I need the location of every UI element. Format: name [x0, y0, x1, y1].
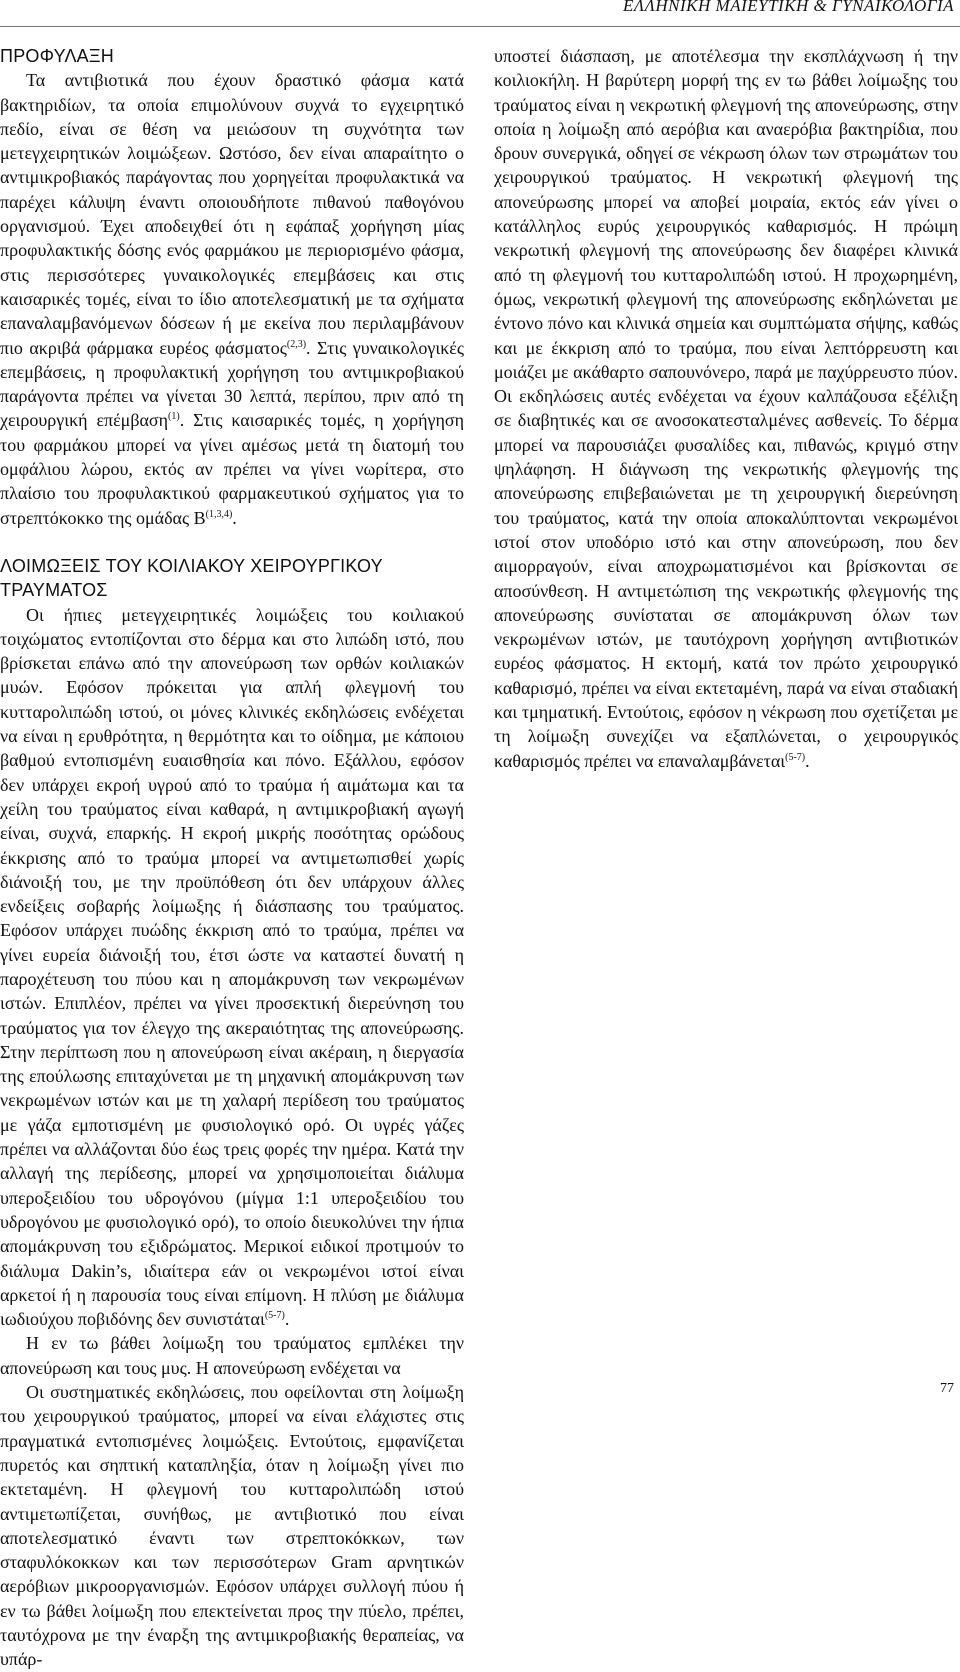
text-span: Η εν τω βάθει λοίμωξη του τραύματος εμπλέκει την απονεύρωση και τους μυς. Η απονεύρωση ενδέχεται να	[0, 1333, 464, 1378]
citation: (1)	[168, 411, 180, 423]
page-number: 77	[940, 1381, 954, 1396]
header-divider	[0, 26, 960, 27]
paragraph-systemic: Οι συστηματικές εκδηλώσεις, που οφείλονται στη λοίμωξη του χειρουργικού τραύματος, μπορεί να είναι ελάχιστες στις πραγματικά εντοπισμένες λοιμώξεις. Εντούτοις, εμφανίζεται πυρετός και σηπτική καταπληξία, όταν η λοίμωξη γίνει πιο εκτεταμένη. Η φλεγμονή του κυτταρολιπώδη ιστού αντιμετωπίζεται, συνήθως, με αντιβιοτικό που είναι αποτελεσματικό έναντι των στρεπτοκόκκων, των σταφυλόκοκκων και των περισσότερων Gram αρνητικών αερόβιων μικροοργανισμών. Εφόσον υπάρχει συλλογή πύου ή εν τω βάθει λοίμωξη που επεκτείνεται προς την πύελο, πρέπει, ταυτόχρονα με την έναρξη της αντιμικροβιακής θεραπείας, να υπάρ-	[0, 1382, 464, 1670]
text-span: υποστεί διάσπαση, με αποτέλεσμα την εκσπλάχνωση ή την κοιλιοκήλη. Η βαρύτερη μορφή της εν τω βάθει λοίμωξης του τραύματος είναι η νεκρωτική φλεγμονή της απονεύρωσης, στην οποία η λοίμωξη από αερόβια και αναερόβια βακτηρίδια, που δρουν συνεργικά, οδηγεί σε νέκρωση όλων των στρωμάτων του χειρουργικού τραύματος. Η νεκρωτική φλεγμονή της απονεύρωσης μπορεί να αποβεί μοιραία, εκτός εάν γίνει ο κατάλληλος ευρύς χειρουργικός καθαρισμός. Η πρώιμη νεκρωτική φλεγμονή της απονεύρωσης δεν διαφέρει κλινικά από τη φλεγμονή του κυτταρολιπώδη ιστού. Η προχωρημένη, όμως, νεκρωτική φλεγμονή της απονεύρωσης εκδηλώνεται με έντονο πόνο και κλινικά σημεία και συμπτώματα σήψης, καθώς και με έκκριση από το τραύμα, που είναι λεπτόρρευστη και μοιάζει με ακάθαρτο σαπουνόνερο, παρά με παχύρρευστο πύον. Οι εκδηλώσεις αυτές ενδέχεται να έχουν καλπάζουσα εξέλιξη σε διαβητικές και σε ανοσοκατεσταλμένες ασθενείς. Το δέρμα μπορεί να παρουσιάζει φυσαλίδες και, πιθανώς, κριγμό στην ψηλάφηση. Η διάγνωση της νεκρωτικής φλεγμονής της απονεύρωσης επιβεβαιώνεται με τη χειρουργική διερεύνηση του τραύματος, κατά την οποία αποκαλύπτονται νεκρωμένοι ιστοί στον υποδόριο ιστό και στην απονεύρωση, που δεν αιμορραγούν, είναι αποχρωματισμένοι και βρίσκονται σε αποσύνθεση. Η αντιμετώπιση της νεκρωτικής φλεγμονής της απονεύρωσης συνίσταται σε απομάκρυνση όλων των νεκρωμένων ιστών, με ταυτόχρονη χορήγηση αντιβιοτικών ευρέος φάσματος. Η εκτομή, κατά τον πρώτο χειρουργικό καθαρισμό, πρέπει να είναι εκτεταμένη, παρά να είναι σταδιακή και τμηματική. Εντούτοις, εφόσον η νέκρωση που σχετίζεται με τη λοίμωξη συνεχίζει να εξαπλώνεται, ο χειρουργικός καθαρισμός πρέπει να επαναλαμβάνεται	[494, 46, 958, 771]
citation: (5-7)	[785, 751, 806, 763]
citation: (1,3,4)	[205, 508, 233, 520]
paragraph-prophylaxis	[0, 68, 464, 530]
paragraph-deep-infection	[0, 1331, 464, 1380]
right-column	[494, 44, 958, 773]
journal-running-header: ΕΛΛΗΝΙΚΗ ΜΑΙΕΥΤΙΚΗ & ΓΥΝΑΙΚΟΛΟΓΙΑ	[622, 0, 954, 15]
text-span: . Στις γυναικολογικές επεμβάσεις, η προφυλακτική χορήγηση του αντιμικροβιακού παράγοντα πρέπει να γίνεται 30 λεπτά, περίπου, πριν από τη χειρουργική επέμβαση	[0, 337, 464, 431]
citation: (2,3)	[286, 338, 307, 350]
text-span: .	[232, 507, 237, 528]
paragraph-deep-infection	[494, 44, 958, 773]
text-span: . Στις καισαρικές τομές, η χορήγηση του φαρμάκου μπορεί να γίνει αμέσως μετά τη διατομή του ομφάλιου λώρου, εκτός αν πρέπει να γίνει νωρίτερα, στο πλαίσιο του προφυλακτικού φαρμακευτικού σχήματος για το στρεπτόκοκκο της ομάδας Β	[0, 410, 464, 528]
section-heading-wound-infections: ΛΟΙΜΩΞΕΙΣ ΤΟΥ ΚΟΙΛΙΑΚΟΥ ΧΕΙΡΟΥΡΓΙΚΟΥ ΤΡΑΥΜΑΤΟΣ	[0, 555, 383, 601]
section-heading-prophylaxis: ΠΡΟΦΥΛΑΞΗ	[0, 46, 114, 66]
citation: (5-7)	[264, 1310, 285, 1322]
text-span: .	[805, 750, 810, 771]
text-span: Τα αντιβιοτικά που έχουν δραστικό φάσμα κατά βακτηριδίων, τα οποία επιμολύνουν συχνά το εγχειρητικό πεδίο, είναι σε θέση να μειώσουν τη συχνότητα των μετεγχειρητικών λοιμώξεων. Ωστόσο, δεν είναι απαραίτητο ο αντιμικροβιακός παράγοντας που χορηγείται προφυλακτικά να παρέχει κάλυψη έναντι οποιουδήποτε πιθανού παθογόνου οργανισμού. Έχει αποδειχθεί ότι η εφάπαξ χορήγηση μίας προφυλακτικής δόσης ενός φαρμάκου με περιορισμένο φάσμα, στις περισσότερες γυναικολογικές επεμβάσεις και στις καισαρικές τομές, είναι το ίδιο αποτελεσματική με τα σχήματα επαναλαμβανόμενων δόσεων ή με εκείνα που περιλαμβάνουν πιο ακριβά φάρμακα ευρέος φάσματος	[0, 70, 464, 358]
paragraph-mild-infections	[0, 603, 464, 1332]
left-column	[0, 44, 464, 1672]
text-span: Οι ήπιες μετεγχειρητικές λοιμώξεις του κοιλιακού τοιχώματος εντοπίζονται στο δέρμα και στο λιπώδη ιστό, που βρίσκεται επάνω από την απονεύρωση των ορθών κοιλιακών μυών. Εφόσον πρόκειται για απλή φλεγμονή του κυτταρολιπώδη ιστού, οι μόνες κλινικές εκδηλώσεις ενδέχεται να είναι η ερυθρότητα, η θερμότητα και το οίδημα, με κάποιου βαθμού εντοπισμένη ευαισθησία και πόνο. Εξάλλου, εφόσον δεν υπάρχει εκροή υγρού από το τραύμα ή αιμάτωμα και τα χείλη του τραύματος είναι καθαρά, η αντιμικροβιακή αγωγή είναι, συχνά, επαρκής. Η εκροή μικρής ποσότητας ορώδους έκκρισης από το τραύμα μπορεί να αντιμετωπισθεί χωρίς διάνοιξή του, με την προϋπόθεση ότι δεν υπάρχουν άλλες ενδείξεις σοβαρής λοίμωξης ή διάσπασης του τραύματος. Εφόσον υπάρχει πυώδης έκκριση από το τραύμα, πρέπει να γίνει ευρεία διάνοιξή του, έτσι ώστε να καταστεί δυνατή η παροχέτευση του πύου και η απομάκρυνση των νεκρωμένων ιστών. Επιπλέον, πρέπει να γίνει προσεκτική διερεύνηση του τραύματος για τον έλεγχο της ακεραιότητας της απονεύρωσης. Στην περίπτωση που η απονεύρωση είναι ακέραιη, η διεργασία της επούλωσης επιταχύνεται με τη μηχανική απομάκρυνση των νεκρωμένων ιστών και με τη χαλαρή περίδεση του τραύματος με γάζα εμποτισμένη με φυσιολογικό ορό. Οι υγρές γάζες πρέπει να αλλάζονται δύο έως τρεις φορές την ημέρα. Κατά την αλλαγή της περίδεσης, μπορεί να χρησιμοποιείται διάλυμα υπεροξειδίου του υδρογόνου (μίγμα 1:1 υπεροξειδίου του υδρογόνου με φυσιολογικό ορό), το οποίο διευκολύνει την ήπια απομάκρυνση του εξιδρώματος. Μερικοί ειδικοί προτιμούν το διάλυμα Dakin’s, ιδιαίτερα εάν οι νεκρωμένοι ιστοί είναι αρκετοί ή η παρουσία τους είναι επίμονη. Η πλύση με διάλυμα ιωδιούχου ποβιδόνης δεν συνιστάται	[0, 604, 464, 1330]
text-span: .	[284, 1309, 290, 1330]
